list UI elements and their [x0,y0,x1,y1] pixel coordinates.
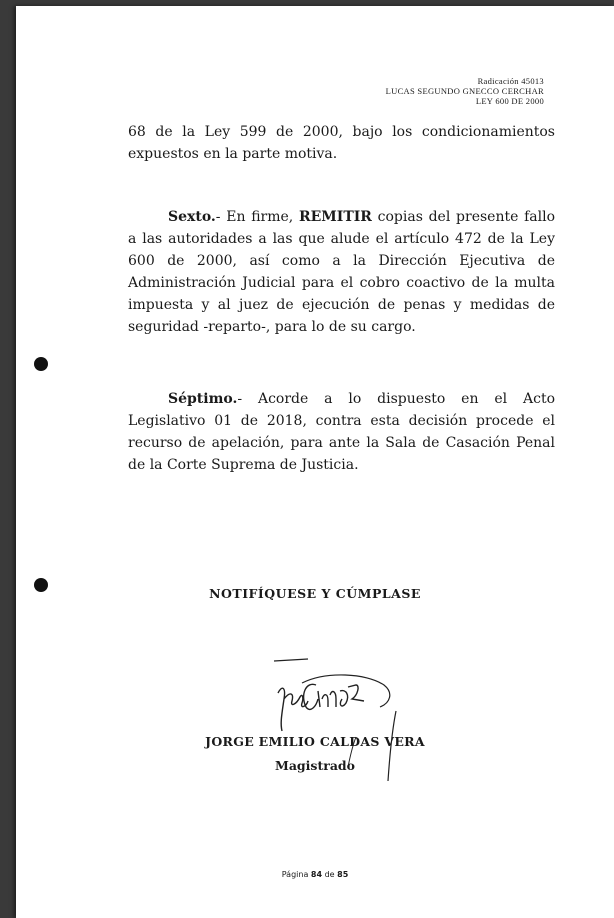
page-header [386,76,544,106]
page-label: Página [281,870,309,879]
header-radicacion: Radicación 45013 [477,76,544,86]
header-ley: LEY 600 DE 2000 [475,96,544,106]
sexto-label: Sexto. [168,209,216,225]
paragraph-septimo [128,388,555,476]
page-total: 85 [337,870,349,879]
signer-name: JORGE EMILIO CALDAS VERA [205,734,425,749]
septimo-text: - Acorde a lo dispuesto en el Acto Legislativo 01 de 2018, contra esta decisión procede el recurso de apelación, para ante la Sala de Casación Penal de la Corte Suprema de Justicia. [128,391,555,473]
bullet-marker [34,357,48,371]
header-nombre: LUCAS SEGUNDO GNECCO CERCHAR [385,86,544,96]
septimo-label: Séptimo. [168,391,238,407]
page-of: de [324,870,335,879]
sexto-sep: - En firme, [215,209,299,225]
paragraph-continuation: 68 de la Ley 599 de 2000, bajo los condicionamientos expuestos en la parte motiva. [128,124,555,162]
paragraph-sexto [128,206,555,338]
page-footer [16,870,614,879]
closing-phrase: NOTIFÍQUESE Y CÚMPLASE [209,586,421,601]
sexto-text: copias del presente fallo a las autoridades a las que alude el artículo 472 de la Ley 600 de 2000, así como a la Dirección Ejecutiva de Administración Judicial para el cobro coactivo de la multa impuesta y al juez de ejecución de penas y medidas de seguridad -reparto-, para lo de su cargo. [128,209,556,335]
page-number: 84 [310,870,323,879]
signer-role: Magistrado [275,758,355,773]
document-page [16,6,614,918]
remitir-word: REMITIR [298,209,372,225]
